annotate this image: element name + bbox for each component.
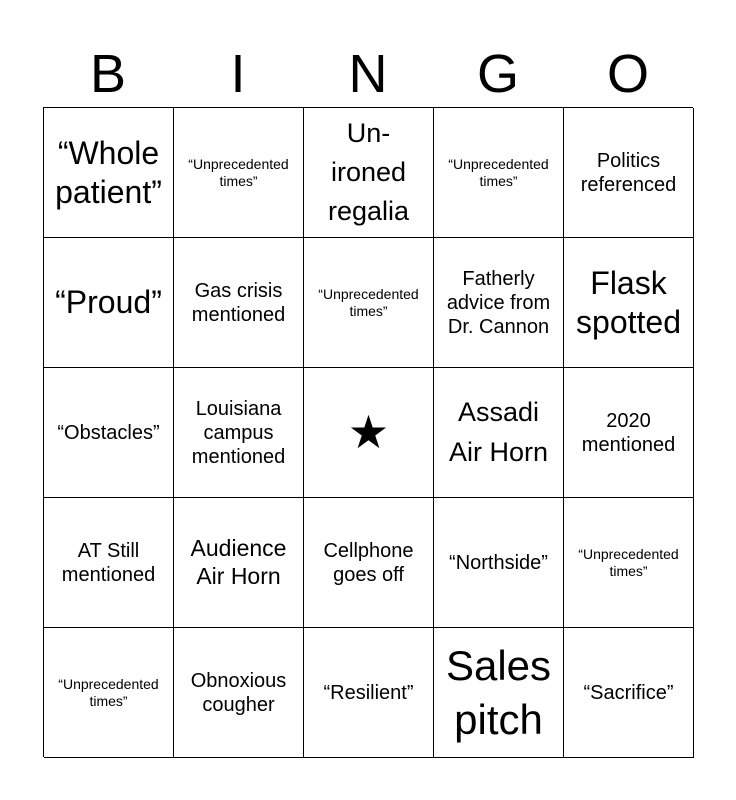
cell-text: 2020 mentioned — [581, 409, 676, 456]
cell-text: Cellphone goes off — [323, 539, 414, 586]
bingo-cell-r4-c1[interactable] — [174, 628, 304, 758]
cell-text: “Resilient” — [323, 681, 414, 704]
bingo-cell-r4-c4[interactable] — [564, 628, 694, 758]
cell-text: “Sacrifice” — [583, 681, 674, 704]
bingo-cell-r4-c0[interactable] — [44, 628, 174, 758]
cell-text: “Proud” — [55, 284, 162, 321]
cell-text: “Northside” — [449, 551, 548, 574]
cell-text: Sales pitch — [445, 641, 552, 743]
header-letter-o: O — [606, 44, 649, 104]
cell-text: Assadi Air Horn — [448, 397, 549, 467]
bingo-cell-r0-c3[interactable] — [434, 108, 564, 238]
header-letter-b: B — [89, 44, 127, 104]
bingo-cell-r3-c0[interactable] — [44, 498, 174, 628]
cell-text: “Unprecedented times” — [188, 155, 289, 189]
cell-text: “Obstacles” — [57, 421, 160, 444]
bingo-cell-r0-c4[interactable] — [564, 108, 694, 238]
bingo-cell-r0-c0[interactable] — [44, 108, 174, 238]
bingo-cell-r1-c1[interactable] — [174, 238, 304, 368]
cell-text: Politics referenced — [580, 149, 677, 196]
cell-text: Louisiana campus mentioned — [191, 397, 286, 468]
bingo-cell-r1-c2[interactable] — [304, 238, 434, 368]
bingo-cell-r4-c3[interactable] — [434, 628, 564, 758]
bingo-cell-r4-c2[interactable] — [304, 628, 434, 758]
bingo-cell-r2-c0[interactable] — [44, 368, 174, 498]
bingo-cell-r3-c2[interactable] — [304, 498, 434, 628]
cell-text: “Whole patient” — [55, 135, 162, 210]
header-letter-g: G — [476, 44, 519, 104]
cell-text: “Unprecedented times” — [448, 155, 549, 189]
bingo-cell-r2-c3[interactable] — [434, 368, 564, 498]
cell-text: “Unprecedented times” — [318, 285, 419, 319]
bingo-cell-r1-c3[interactable] — [434, 238, 564, 368]
cell-text: “Unprecedented times” — [578, 545, 679, 579]
bingo-cell-r2-c1[interactable] — [174, 368, 304, 498]
free-space-cell[interactable] — [304, 368, 434, 498]
bingo-cell-r3-c4[interactable] — [564, 498, 694, 628]
bingo-cell-r1-c4[interactable] — [564, 238, 694, 368]
cell-text: Un-ironed regalia — [327, 117, 410, 227]
header-letter-n: N — [348, 44, 388, 104]
bingo-cell-r3-c3[interactable] — [434, 498, 564, 628]
bingo-cell-r0-c1[interactable] — [174, 108, 304, 238]
cell-text: Flask spotted — [576, 265, 681, 340]
cell-text: “Unprecedented times” — [58, 675, 159, 709]
bingo-header — [43, 40, 693, 108]
header-letter-i: I — [230, 44, 246, 104]
cell-text: Obnoxious cougher — [190, 669, 287, 716]
bingo-cell-r0-c2[interactable] — [304, 108, 434, 238]
cell-text: Fatherly advice from Dr. Cannon — [446, 267, 551, 338]
cell-text: Gas crisis mentioned — [191, 279, 286, 326]
bingo-board — [43, 107, 693, 757]
cell-text: Audience Air Horn — [190, 534, 287, 589]
bingo-cell-r1-c0[interactable] — [44, 238, 174, 368]
cell-text: AT Still mentioned — [61, 539, 156, 586]
star-icon: ★ — [347, 405, 390, 458]
bingo-cell-r3-c1[interactable] — [174, 498, 304, 628]
bingo-cell-r2-c4[interactable] — [564, 368, 694, 498]
